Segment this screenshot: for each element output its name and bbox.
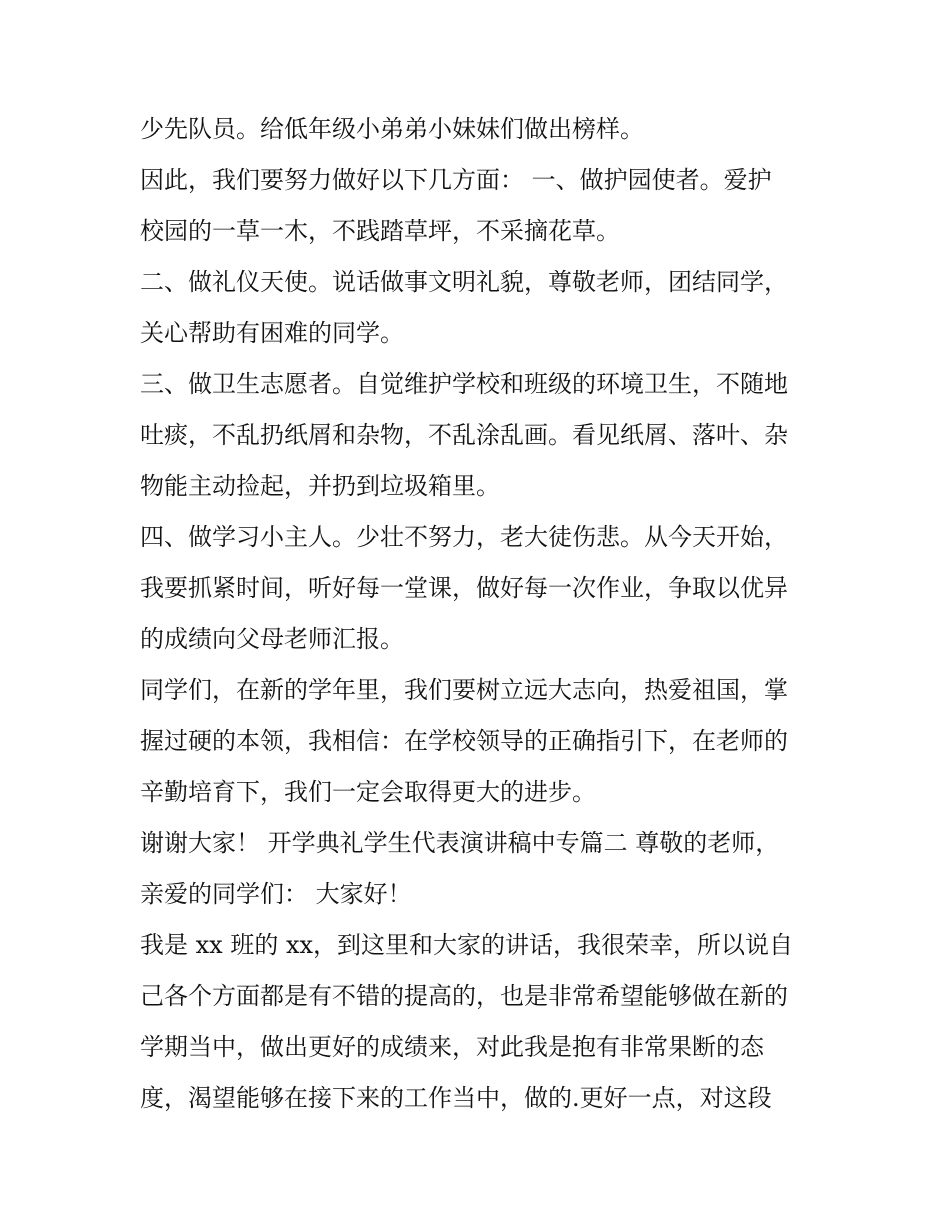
text-line: 学期当中，做出更好的成绩来，对此我是抱有非常果断的态 [140,1033,764,1061]
text-line: 少先队员。给低年级小弟弟小妹妹们做出榜样。 [140,115,644,143]
text-line: 的成绩向父母老师汇报。 [140,625,404,653]
text-line: 我要抓紧时间，听好每一堂课，做好每一次作业，争取以优异 [140,574,788,602]
text-line: 同学们，在新的学年里，我们要树立远大志向，热爱祖国，掌 [140,676,788,704]
text-line: 校园的一草一木，不践踏草坪，不采摘花草。 [140,217,620,245]
text-line: 四、做学习小主人。少壮不努力，老大徒伤悲。从今天开始， [140,523,788,551]
text-line: 三、做卫生志愿者。自觉维护学校和班级的环境卫生，不随地 [140,370,788,398]
document-body [140,104,820,1124]
text-line: 谢谢大家！ 开学典礼学生代表演讲稿中专篇二 尊敬的老师， [140,829,780,857]
text-line: 度，渴望能够在接下来的工作当中，做的.更好一点，对这段 [140,1084,772,1112]
text-line: 亲爱的同学们： 大家好！ [140,880,412,908]
text-line: 我是 xx 班的 xx，到这里和大家的讲话，我很荣幸，所以说自 [140,931,794,959]
text-line: 因此，我们要努力做好以下几方面： 一、做护园使者。爱护 [140,166,772,194]
text-line: 握过硬的本领，我相信：在学校领导的正确指引下，在老师的 [140,727,788,755]
text-line: 吐痰，不乱扔纸屑和杂物，不乱涂乱画。看见纸屑、落叶、杂 [140,421,788,449]
text-line: 己各个方面都是有不错的提高的，也是非常希望能够做在新的 [140,982,788,1010]
text-line: 辛勤培育下，我们一定会取得更大的进步。 [140,778,596,806]
text-line: 物能主动捡起，并扔到垃圾箱里。 [140,472,500,500]
text-line: 关心帮助有困难的同学。 [140,319,404,347]
text-line: 二、做礼仪天使。说话做事文明礼貌，尊敬老师，团结同学， [140,268,788,296]
